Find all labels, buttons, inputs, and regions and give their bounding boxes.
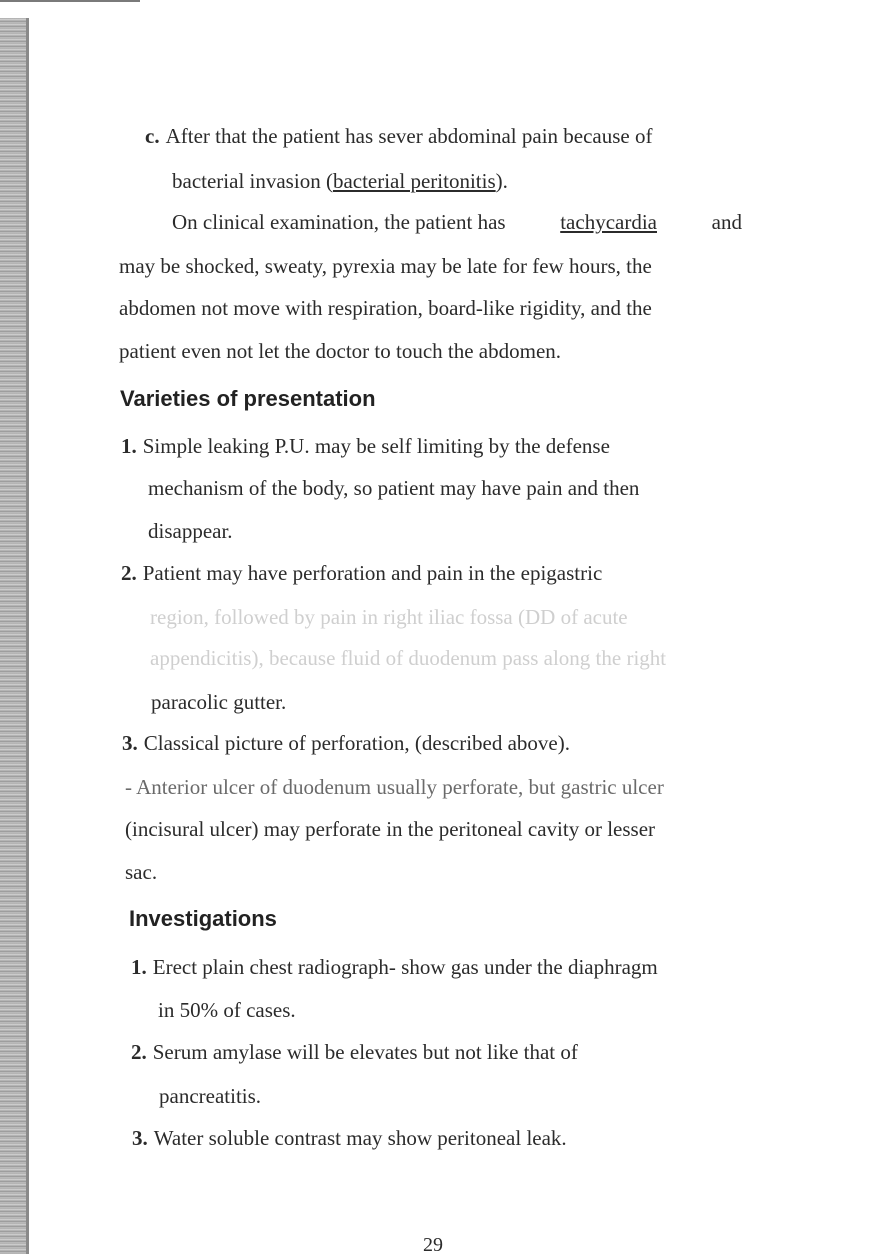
text: Erect plain chest radiograph- show gas under the diaphragm bbox=[152, 955, 658, 979]
section-heading-varieties: Varieties of presentation bbox=[120, 386, 376, 411]
clinical-line3: abdomen not move with respiration, board-like rigidity, and the bbox=[119, 296, 652, 320]
list-marker: 1. bbox=[131, 955, 147, 979]
binding-shadow bbox=[0, 18, 26, 1254]
text: Serum amylase will be elevates but not like that of bbox=[152, 1040, 578, 1064]
text: On clinical examination, the patient has bbox=[172, 210, 506, 234]
text: ). bbox=[495, 169, 508, 193]
note-line2: (incisural ulcer) may perforate in the peritoneal cavity or lesser bbox=[125, 817, 656, 841]
clinical-line4: patient even not let the doctor to touch the abdomen. bbox=[119, 339, 562, 363]
section-heading-investigations: Investigations bbox=[129, 906, 277, 931]
varieties-item1-line2: mechanism of the body, so patient may have pain and then bbox=[148, 476, 640, 500]
paragraph-c-line2 bbox=[172, 171, 508, 192]
paragraph-c-line1 bbox=[145, 126, 652, 147]
varieties-item2-line2-faded: region, followed by pain in right iliac fossa (DD of acute bbox=[150, 605, 628, 629]
investigations-item2-line1 bbox=[131, 1042, 578, 1063]
text: bacterial invasion ( bbox=[172, 169, 333, 193]
note-line3: sac. bbox=[125, 860, 158, 884]
underlined-term: bacterial peritonitis bbox=[332, 169, 496, 193]
varieties-item3-line1 bbox=[122, 733, 570, 754]
varieties-item2-line4: paracolic gutter. bbox=[151, 690, 287, 714]
top-edge-rule bbox=[0, 0, 140, 2]
clinical-line1 bbox=[172, 212, 742, 233]
varieties-item1-line1 bbox=[121, 436, 610, 457]
varieties-item1-line3: disappear. bbox=[148, 519, 233, 543]
investigations-item1-line2: in 50% of cases. bbox=[158, 998, 296, 1022]
text: After that the patient has sever abdominal pain because of bbox=[165, 124, 653, 148]
clinical-line2: may be shocked, sweaty, pyrexia may be late for few hours, the bbox=[119, 254, 652, 278]
investigations-item1-line1 bbox=[131, 957, 658, 978]
list-marker: 3. bbox=[132, 1126, 148, 1150]
list-marker: c. bbox=[145, 124, 160, 148]
list-marker: 2. bbox=[121, 561, 137, 585]
text: Water soluble contrast may show peritoneal leak. bbox=[153, 1126, 567, 1150]
text: and bbox=[711, 210, 742, 234]
binding-edge bbox=[26, 18, 29, 1254]
varieties-item2-line3-faded: appendicitis), because fluid of duodenum pass along the right bbox=[150, 646, 667, 670]
list-marker: 2. bbox=[131, 1040, 147, 1064]
underlined-term: tachycardia bbox=[560, 210, 657, 234]
text: Classical picture of perforation, (described above). bbox=[143, 731, 570, 755]
list-marker: 1. bbox=[121, 434, 137, 458]
list-marker: 3. bbox=[122, 731, 138, 755]
page-number: 29 bbox=[423, 1234, 443, 1256]
note-line1: - Anterior ulcer of duodenum usually perforate, but gastric ulcer bbox=[125, 775, 664, 799]
investigations-item3-line1 bbox=[132, 1128, 567, 1149]
varieties-item2-line1 bbox=[121, 563, 602, 584]
text: Simple leaking P.U. may be self limiting by the defense bbox=[142, 434, 610, 458]
text: Patient may have perforation and pain in the epigastric bbox=[142, 561, 603, 585]
investigations-item2-line2: pancreatitis. bbox=[159, 1084, 262, 1108]
